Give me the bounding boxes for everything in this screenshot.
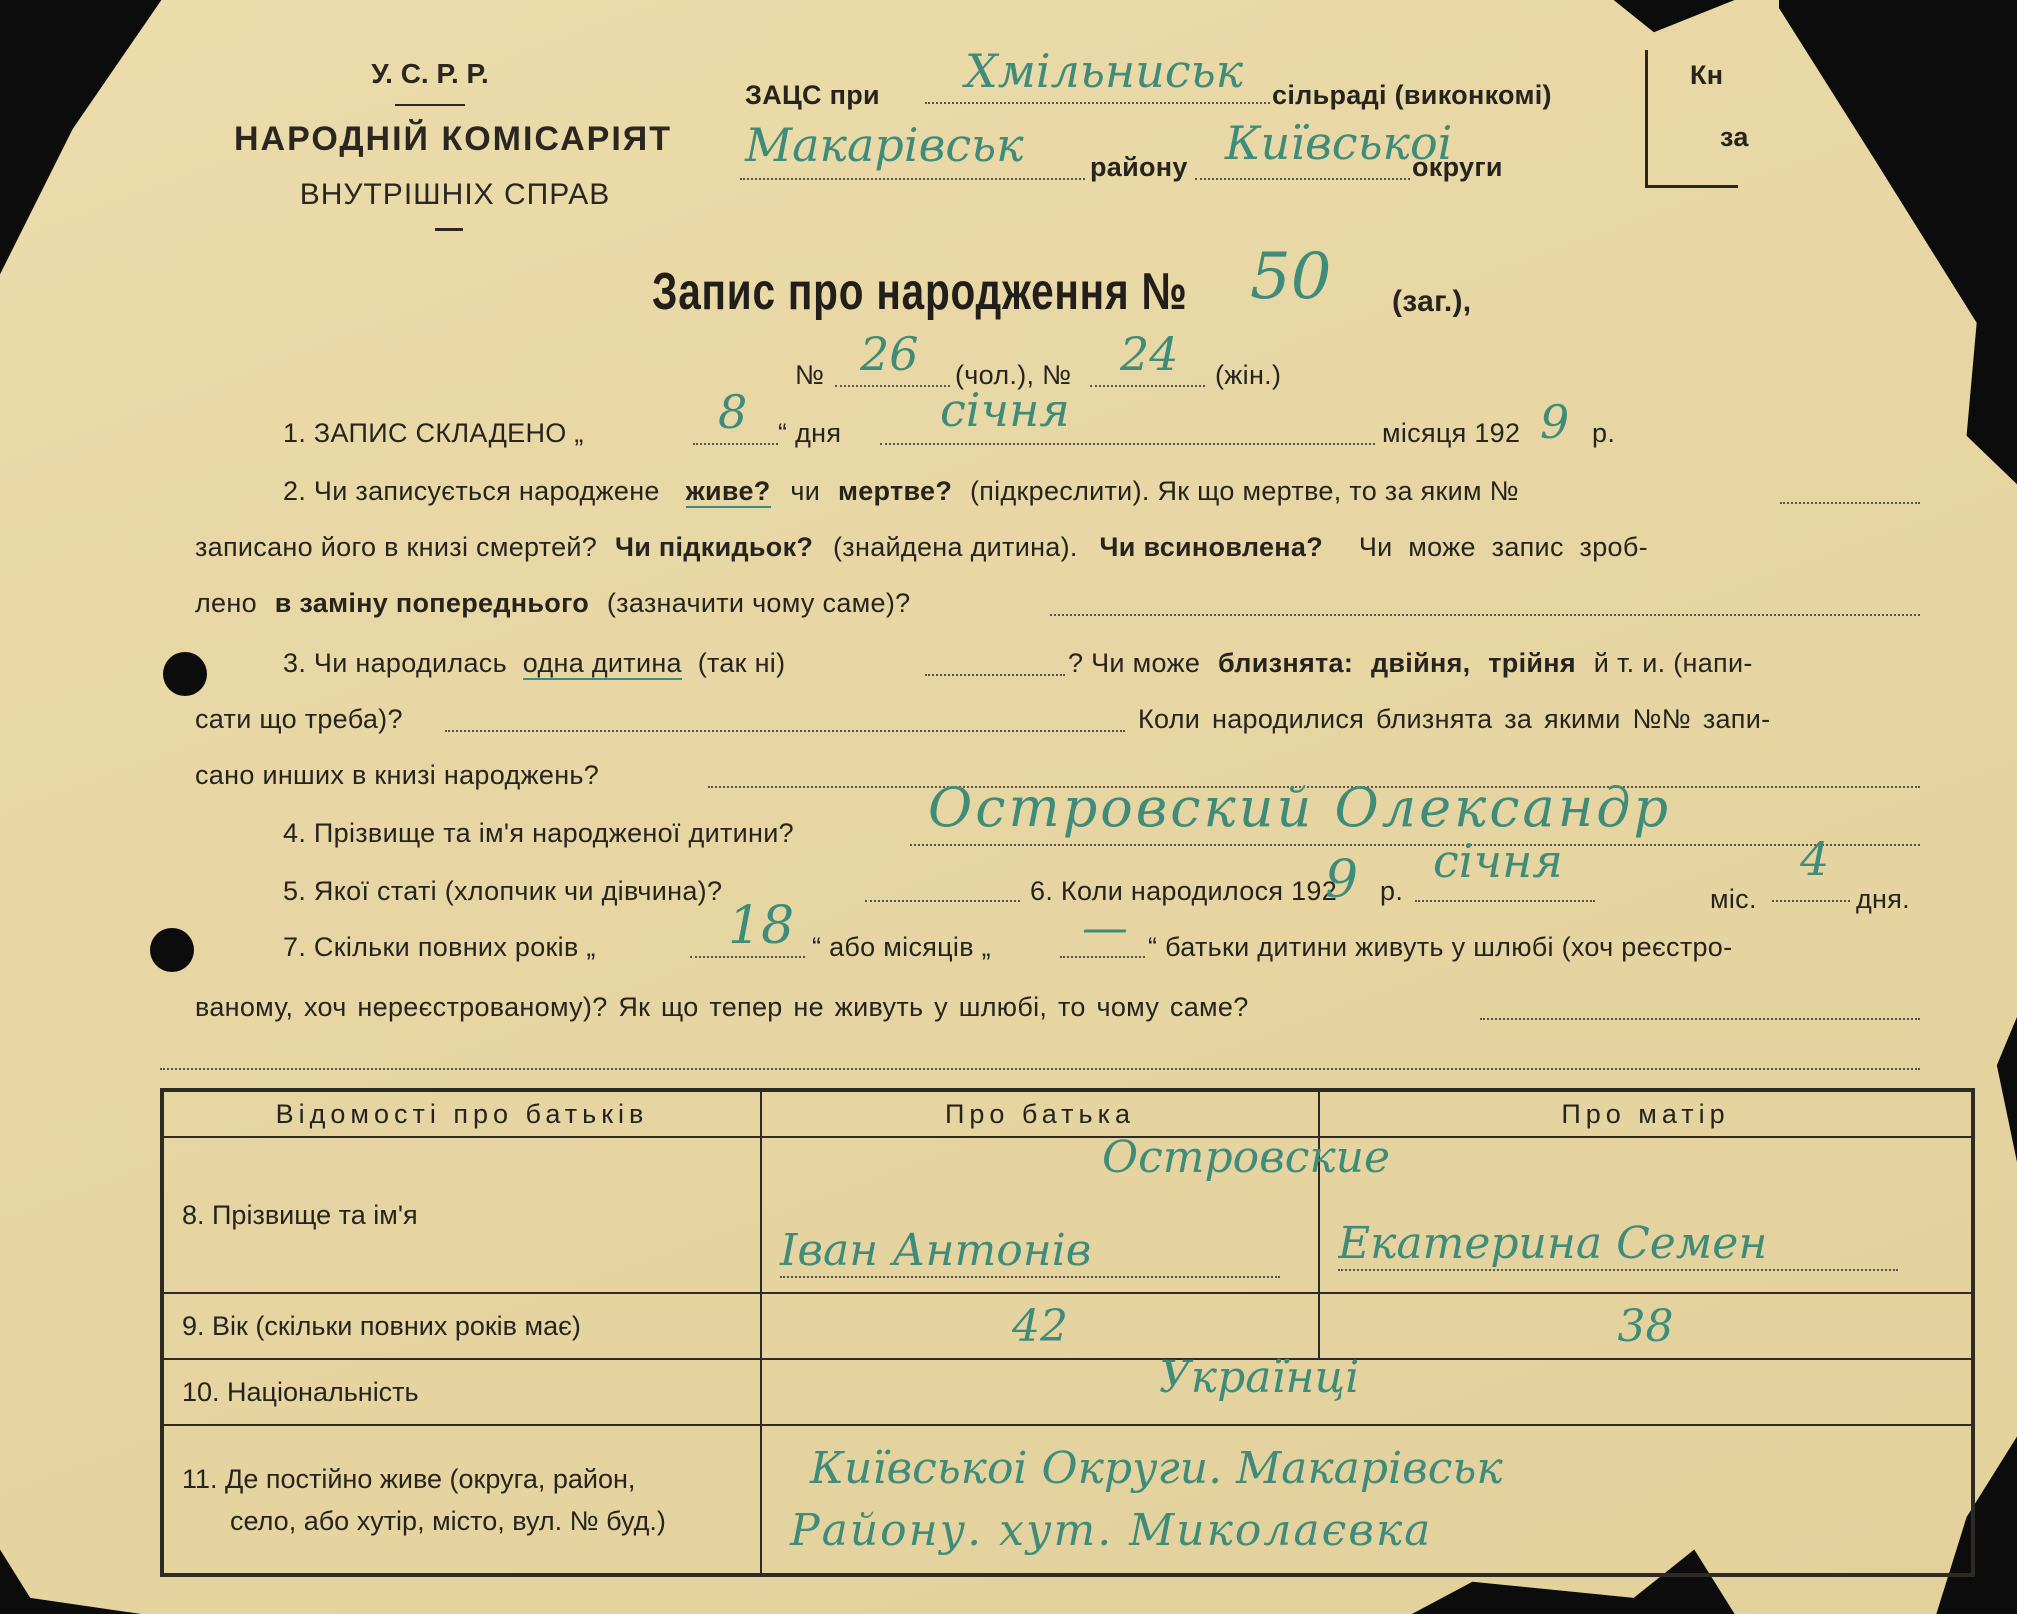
corner-text: Кн <box>1690 60 1724 90</box>
q4-child-name-hand: Островский Олександр <box>928 776 1672 839</box>
q5-label: 5. Якої статі (хлопчик чи дівчина)? <box>283 876 723 906</box>
q4-child-name-field <box>910 776 1920 846</box>
row9-father-hand: 42 <box>1012 1300 1068 1352</box>
parents-table <box>160 1088 1975 1577</box>
q6-month-label: міс. <box>1710 884 1757 914</box>
q2-death-record-field <box>1780 470 1920 504</box>
okrug-label: округи <box>1412 152 1503 182</box>
q3-twins-field <box>445 698 1125 732</box>
district-label: району <box>1090 152 1188 182</box>
district-field <box>740 118 1085 180</box>
q3-text: й т. и. (напи- <box>1593 648 1753 678</box>
q6-day-field <box>1772 832 1850 902</box>
q6-year-label: р. <box>1380 876 1404 906</box>
q2-adopted-option: Чи всиновлена? <box>1099 532 1323 562</box>
q7-years-field <box>690 896 805 958</box>
female-label: (жін.) <box>1215 360 1282 390</box>
q7-label: 7. Скільки повних років „ <box>283 932 596 962</box>
col-info-header: Відомості про батьків <box>162 1090 761 1137</box>
q3-triple-option: трійня <box>1488 648 1576 678</box>
q2-text: (підкреслити). Як що мертве, то за яким № <box>969 476 1519 506</box>
republic-label: У. С. Р. Р. <box>371 58 489 89</box>
zags-name-hand: Хмільниськ <box>965 44 1244 98</box>
no-label: № <box>795 360 825 390</box>
q1-month-hand: січня <box>940 383 1070 437</box>
zags-prefix: ЗАЦС при <box>745 80 880 110</box>
okrug-field <box>1195 116 1453 180</box>
q7-months-field <box>1060 900 1145 958</box>
table-row <box>162 1425 1973 1575</box>
row11-address-cell <box>761 1425 1973 1575</box>
q3-double-option: двійня, <box>1370 648 1471 678</box>
okrug-hand: Київськоі <box>1225 116 1453 170</box>
row9-mother-cell <box>1319 1293 1973 1359</box>
female-number-hand: 24 <box>1120 327 1179 381</box>
q3-line2: сати що треба)? <box>195 704 403 734</box>
q1-label: 1. ЗАПИС СКЛАДЕНО „ <box>283 418 584 448</box>
q7-months-label: “ або місяців „ <box>812 932 991 962</box>
col-mother-header: Про матір <box>1319 1090 1973 1137</box>
q2-text: записано його в книзі смертей? <box>195 532 598 562</box>
col-father-header: Про батька <box>761 1090 1319 1137</box>
q7-months-hand: — <box>1082 900 1128 954</box>
row8-mother-hand: Екатерина Семен <box>1338 1218 1898 1271</box>
q7-reason-field-2 <box>160 1038 1920 1070</box>
q1-day-field <box>693 385 778 445</box>
q5-sex-field <box>865 868 1020 902</box>
row9-mother-hand: 38 <box>1617 1300 1674 1352</box>
row10-mother-cell <box>1159 1352 1973 1425</box>
q7-reason-field <box>1480 986 1920 1020</box>
council-label: сільраді (виконкомі) <box>1272 80 1552 110</box>
q3-single-field <box>925 642 1065 676</box>
corner-text: за <box>1720 122 1749 152</box>
row10-label: 10. Національність <box>162 1359 761 1425</box>
row11-hand-line: Київськоі Округи. Макарівськ <box>810 1442 1503 1494</box>
zags-name-field <box>925 44 1270 104</box>
q7-text: “ батьки дитини живуть у шлюбі (хоч реєстро- <box>1148 932 1733 962</box>
q2-text: чи <box>790 476 821 506</box>
q4-label: 4. Прізвище та ім'я народженої дитини? <box>283 818 794 848</box>
q6-month-hand: січня <box>1433 834 1563 888</box>
record-title: Запис про народження № <box>652 263 1188 321</box>
q1-day-label: “ дня <box>778 418 842 448</box>
row10-hand: Українці <box>1159 1352 1360 1403</box>
q6-day-label: дня. <box>1856 884 1910 914</box>
q3-text: ? Чи може <box>1068 648 1201 678</box>
header-rule <box>395 104 465 106</box>
q2-replacement-option: в заміну попереднього <box>274 588 590 618</box>
row8-surname-hand: Островские <box>1102 1132 1390 1183</box>
q7-line2: ваному, хоч нереєстрованому)? Як що тепер не живуть у шлюбі, то чому саме? <box>195 992 1249 1022</box>
punch-hole <box>150 928 194 972</box>
male-label: (чол.), № <box>955 360 1072 390</box>
record-title-suffix: (заг.), <box>1392 285 1472 318</box>
department-label: ВНУТРІШНІХ СПРАВ <box>299 178 611 211</box>
q3-text: (так ні) <box>697 648 786 678</box>
q2-line3 <box>195 588 910 619</box>
female-number-field <box>1090 327 1205 387</box>
row8-label: 8. Прізвище та ім'я <box>162 1137 761 1293</box>
q1-year-hand: 9 <box>1540 395 1570 449</box>
row11-label <box>162 1425 761 1575</box>
row9-father-cell <box>761 1293 1319 1359</box>
q1-month-field <box>880 383 1375 445</box>
q3-line1b <box>1068 648 1753 679</box>
q6-year-hand: 9 <box>1325 850 1359 910</box>
row11-label-line: село, або хутір, місто, вул. № буд.) <box>230 1505 666 1536</box>
corner-box <box>1645 50 1749 188</box>
q6-label: 6. Коли народилося 192 <box>1030 876 1338 906</box>
row8-mother-cell <box>1319 1137 1973 1293</box>
q7-years-hand: 18 <box>728 896 795 956</box>
q1-year-label: місяця 192 <box>1382 418 1521 448</box>
row9-label: 9. Вік (скільки повних років має) <box>162 1293 761 1359</box>
row8-father-cell <box>761 1132 1390 1293</box>
table-header-row <box>162 1090 1973 1137</box>
table-row <box>162 1137 1973 1293</box>
row11-label-line: 11. Де постійно живе (округа, район, <box>182 1463 636 1494</box>
table-row <box>162 1359 1973 1425</box>
q2-dead-option: мертве? <box>837 476 953 506</box>
q2-alive-option: живе? <box>685 476 771 506</box>
q3-text: 3. Чи народилась <box>283 648 507 678</box>
q2-line1 <box>283 476 1519 507</box>
q2-foundling-option: Чи підкидьок? <box>614 532 814 562</box>
q2-replacement-field <box>1050 582 1920 616</box>
q2-text: Чи може запис зроб- <box>1358 532 1648 562</box>
district-hand: Макарівськ <box>745 118 1024 172</box>
commissariat-label: НАРОДНІЙ КОМІСАРІЯТ <box>234 120 672 158</box>
q6-day-hand: 4 <box>1800 832 1830 886</box>
q3-one-child-option: одна дитина <box>522 648 682 678</box>
q2-text: (зазначити чому саме)? <box>606 588 911 618</box>
punch-hole <box>163 652 207 696</box>
q3-line3: сано инших в книзі народжень? <box>195 760 600 790</box>
q1-day-hand: 8 <box>718 385 748 439</box>
q2-text: 2. Чи записується народжене <box>283 476 660 506</box>
q6-month-field <box>1415 834 1595 902</box>
header-rule <box>435 228 463 231</box>
row11-hand-line: Району. хут. Миколаєвка <box>790 1504 1433 1556</box>
record-number-hand: 50 <box>1250 240 1332 314</box>
q2-line2 <box>195 532 1648 563</box>
row8-father-hand: Іван Антонів <box>780 1225 1280 1278</box>
q3-line1 <box>283 648 785 679</box>
q3-twins-option: близнята: <box>1217 648 1354 678</box>
q2-text: лено <box>195 588 257 618</box>
q3-line2b: Коли народилися близнята за якими №№ запи- <box>1138 704 1771 734</box>
male-number-field <box>835 327 950 387</box>
q2-text: (знайдена дитина). <box>833 532 1078 562</box>
q1-year-suffix: р. <box>1592 418 1616 448</box>
table-row <box>162 1293 1973 1359</box>
male-number-hand: 26 <box>860 327 919 381</box>
